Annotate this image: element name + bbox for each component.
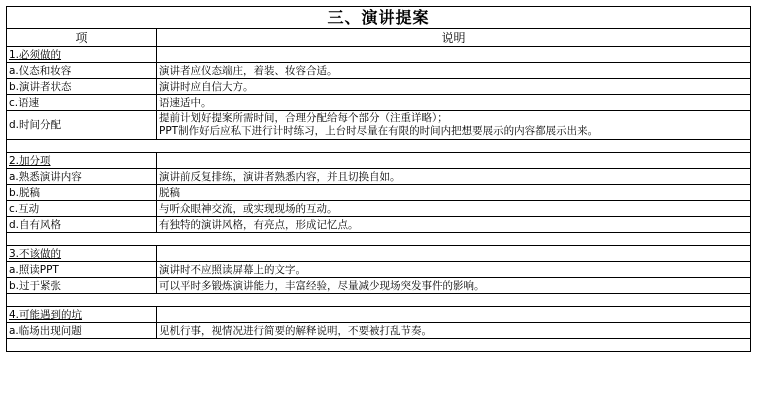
desc-line: 与听众眼神交流，或实现现场的互动。 bbox=[159, 202, 338, 215]
table-row bbox=[7, 79, 751, 95]
desc-line: 脱稿 bbox=[159, 186, 180, 199]
spacer-row bbox=[7, 294, 751, 307]
spacer-cell bbox=[7, 233, 751, 246]
table-row bbox=[7, 63, 751, 79]
desc-line: 提前计划好提案所需时间，合理分配给每个部分（注重详略）； bbox=[159, 112, 448, 124]
desc-cell bbox=[157, 63, 751, 79]
desc-line: 演讲时不应照读屏幕上的文字。 bbox=[159, 263, 306, 276]
spacer-cell bbox=[7, 140, 751, 153]
table-row bbox=[7, 111, 751, 140]
section-heading-row bbox=[7, 47, 751, 63]
spacer-cell bbox=[7, 294, 751, 307]
table-row bbox=[7, 169, 751, 185]
section-heading-empty bbox=[157, 246, 751, 262]
desc-line: 有独特的演讲风格，有亮点，形成记忆点。 bbox=[159, 218, 359, 231]
table-row bbox=[7, 95, 751, 111]
spacer-cell bbox=[7, 339, 751, 352]
item-cell: b.脱稿 bbox=[7, 185, 157, 201]
desc-line: 语速适中。 bbox=[159, 96, 212, 109]
desc-line: 见机行事，视情况进行简要的解释说明，不要被打乱节奏。 bbox=[159, 324, 432, 337]
section-heading: 3.不该做的 bbox=[7, 246, 157, 262]
item-cell: a.临场出现问题 bbox=[7, 323, 157, 339]
desc-line: 演讲前反复排练，演讲者熟悉内容，并且切换自如。 bbox=[159, 170, 401, 183]
table-row bbox=[7, 185, 751, 201]
desc-cell bbox=[157, 278, 751, 294]
section-heading-empty bbox=[157, 47, 751, 63]
table-row bbox=[7, 217, 751, 233]
section-heading: 1.必须做的 bbox=[7, 47, 157, 63]
header-row bbox=[7, 29, 751, 47]
item-cell: b.过于紧张 bbox=[7, 278, 157, 294]
desc-line: 演讲者应仪态端庄，着装、妆容合适。 bbox=[159, 64, 338, 77]
proposal-sheet bbox=[6, 6, 750, 352]
desc-line: PPT制作好后应私下进行计时练习，上台时尽量在有限的时间内把想要展示的内容都展示出来。 bbox=[159, 125, 599, 137]
desc-line: 演讲时应自信大方。 bbox=[159, 80, 254, 93]
table-row bbox=[7, 262, 751, 278]
item-cell: a.仪态和妆容 bbox=[7, 63, 157, 79]
header-item: 项 bbox=[7, 29, 157, 47]
desc-cell bbox=[157, 185, 751, 201]
desc-cell bbox=[157, 262, 751, 278]
table-row bbox=[7, 201, 751, 217]
header-desc: 说明 bbox=[157, 29, 751, 47]
desc-cell bbox=[157, 217, 751, 233]
proposal-table bbox=[6, 6, 751, 352]
desc-cell bbox=[157, 323, 751, 339]
desc-cell bbox=[157, 95, 751, 111]
desc-cell bbox=[157, 169, 751, 185]
sheet-title: 三、演讲提案 bbox=[7, 7, 751, 29]
table-row bbox=[7, 278, 751, 294]
desc-cell bbox=[157, 201, 751, 217]
desc-line: 可以平时多锻炼演讲能力，丰富经验，尽量减少现场突发事件的影响。 bbox=[159, 279, 485, 292]
item-cell: a.照读PPT bbox=[7, 262, 157, 278]
spacer-row bbox=[7, 233, 751, 246]
section-heading-row bbox=[7, 153, 751, 169]
spacer-row bbox=[7, 339, 751, 352]
section-heading: 4.可能遇到的坑 bbox=[7, 307, 157, 323]
item-cell: b.演讲者状态 bbox=[7, 79, 157, 95]
spacer-row bbox=[7, 140, 751, 153]
section-heading-row bbox=[7, 246, 751, 262]
item-cell: c.互动 bbox=[7, 201, 157, 217]
section-heading-row bbox=[7, 307, 751, 323]
section-heading-empty bbox=[157, 153, 751, 169]
table-row bbox=[7, 323, 751, 339]
item-cell: a.熟悉演讲内容 bbox=[7, 169, 157, 185]
item-cell: d.自有风格 bbox=[7, 217, 157, 233]
desc-cell bbox=[157, 79, 751, 95]
item-cell: d.时间分配 bbox=[7, 111, 157, 140]
section-heading: 2.加分项 bbox=[7, 153, 157, 169]
section-heading-empty bbox=[157, 307, 751, 323]
desc-cell bbox=[157, 111, 751, 140]
title-row bbox=[7, 7, 751, 29]
item-cell: c.语速 bbox=[7, 95, 157, 111]
